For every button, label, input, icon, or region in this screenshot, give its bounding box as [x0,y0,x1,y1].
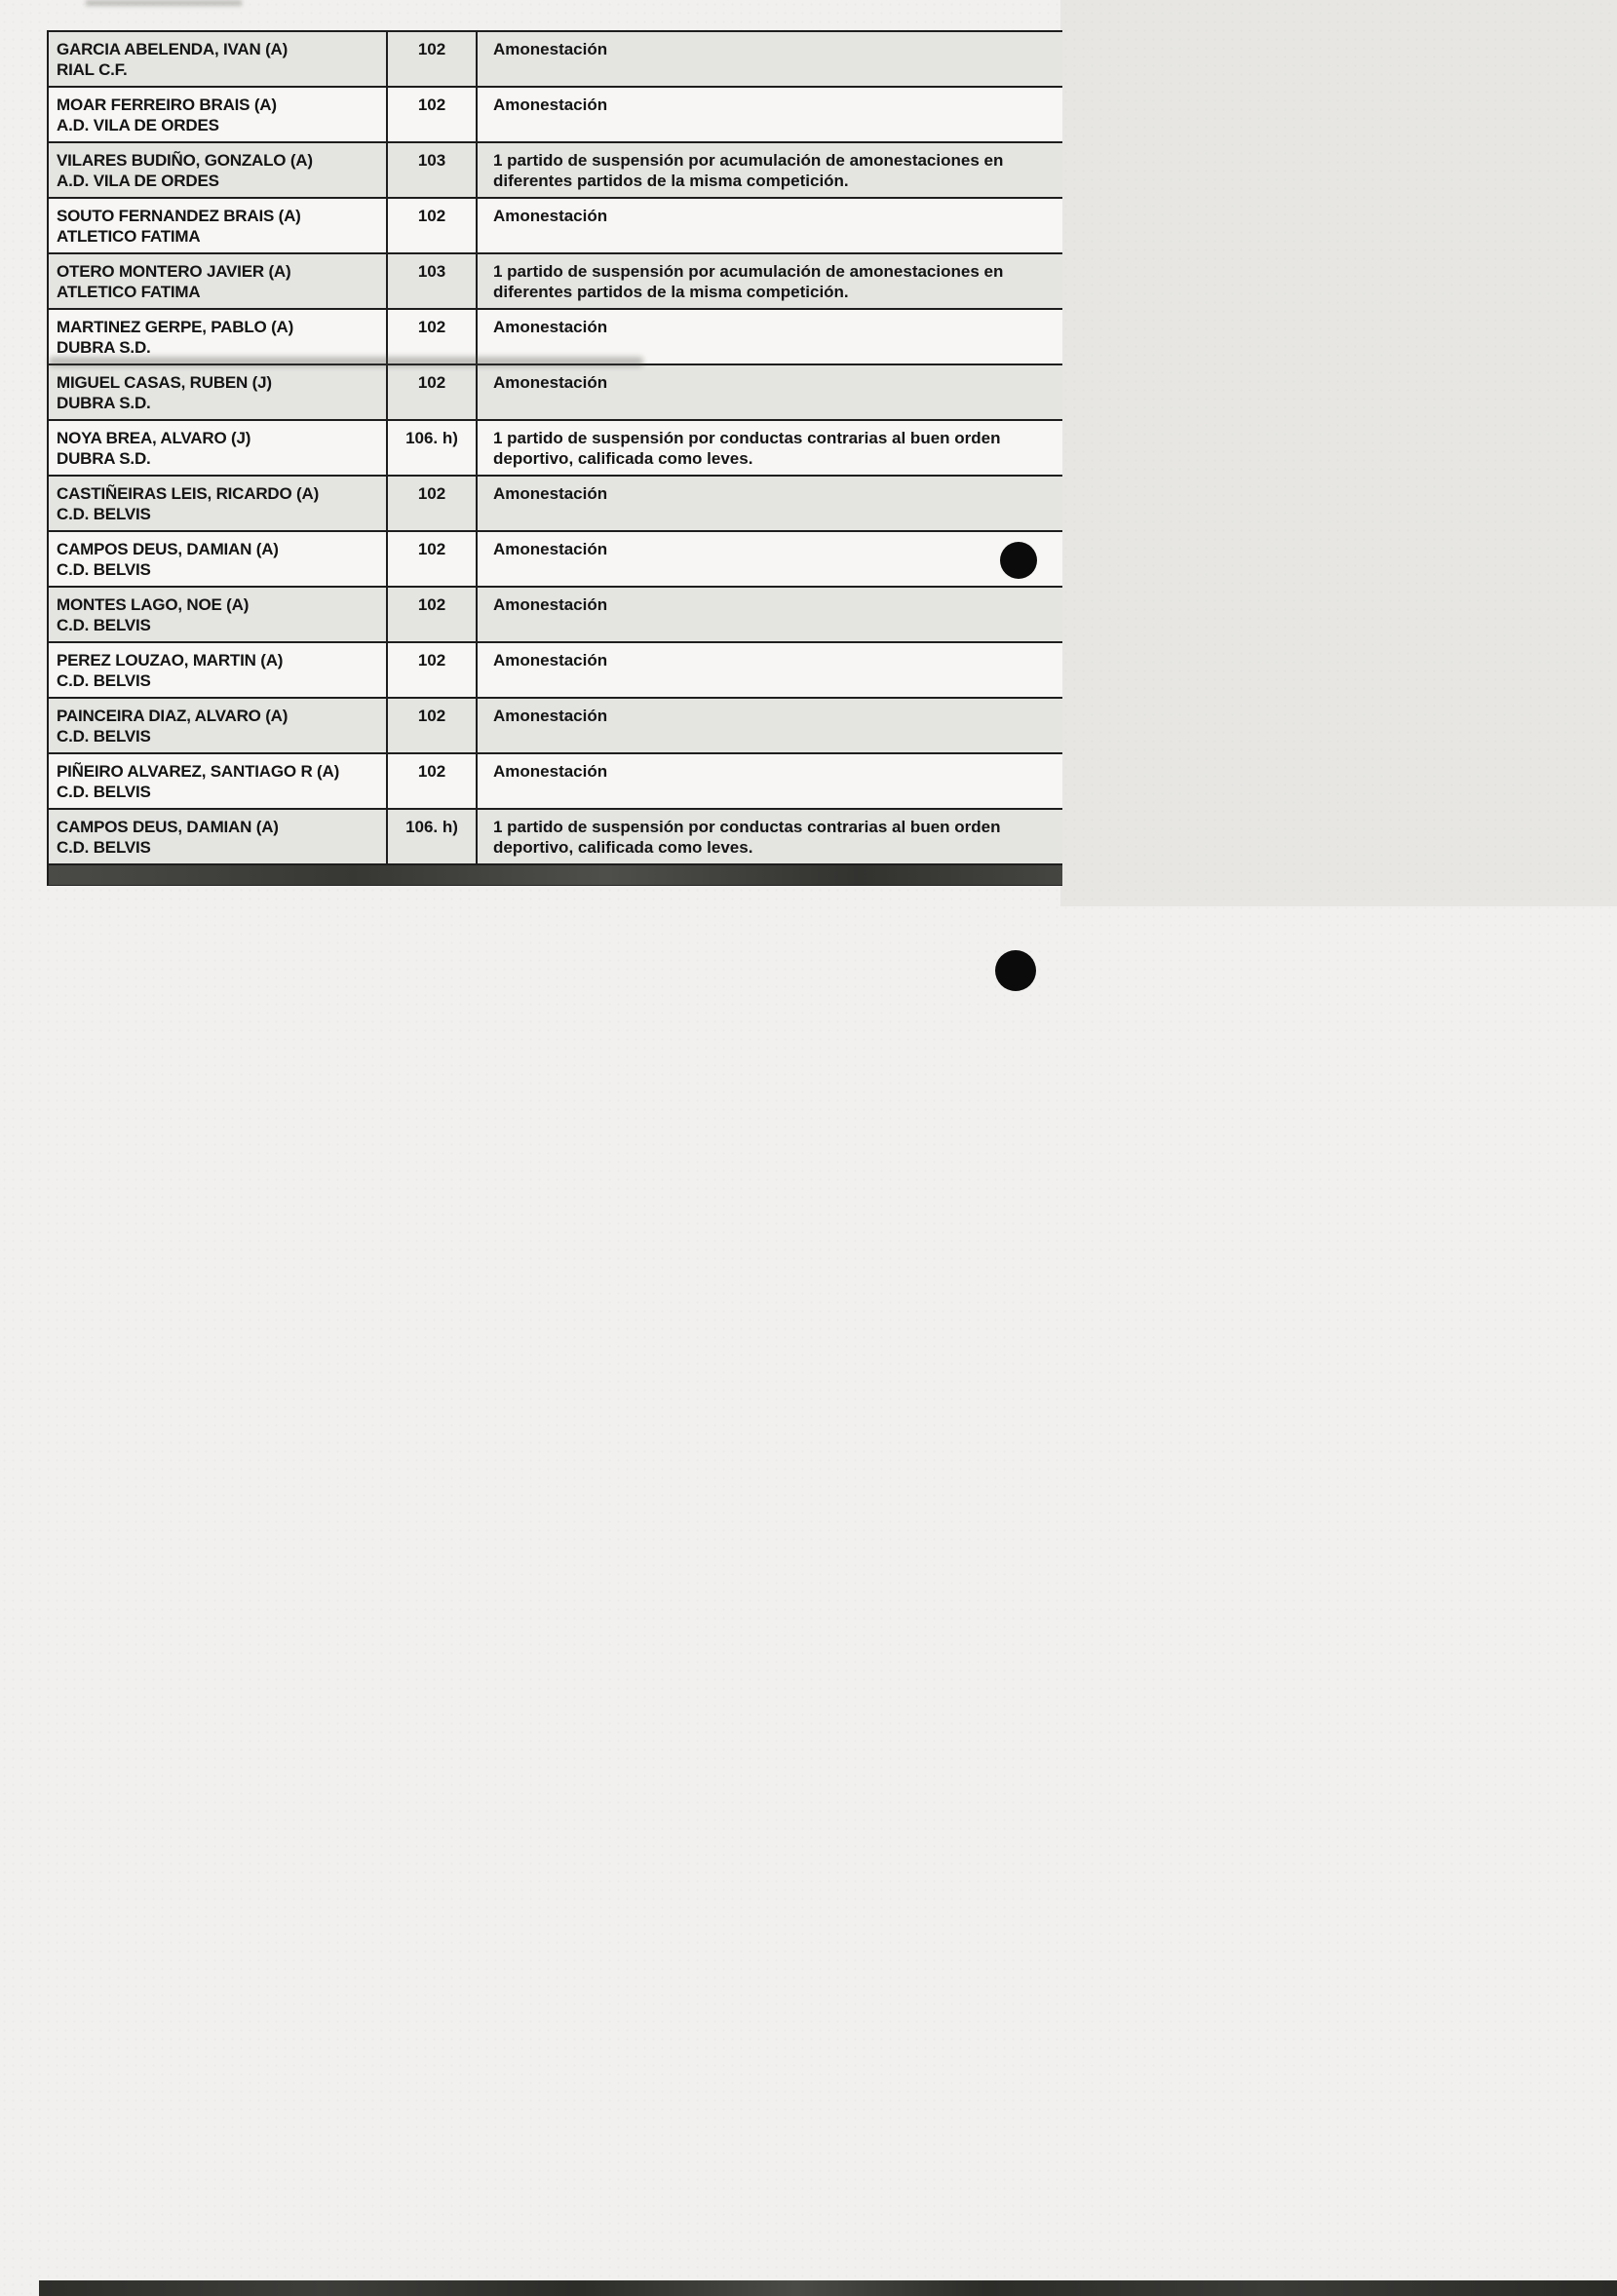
article-number: 102 [388,532,478,586]
table-row [49,477,1062,532]
player-cell [49,199,388,252]
player-cell [49,532,388,586]
scan-smudge-artifact [86,0,242,6]
club-name: ATLETICO FATIMA [57,283,201,301]
player-name: GARCIA ABELENDA, IVAN (A) [57,40,289,58]
sanction-text: Amonestación [493,484,608,503]
page-bottom-edge [39,2280,1617,2296]
scan-smear-artifact [49,357,643,366]
club-name: C.D. BELVIS [57,560,151,579]
article-number: 106. h) [388,421,478,475]
player-cell [49,754,388,808]
table-row [49,754,1062,810]
player-name: CAMPOS DEUS, DAMIAN (A) [57,818,279,836]
club-name: DUBRA S.D. [57,338,151,357]
sanctions-table [47,30,1062,886]
sanction-text: Amonestación [493,318,608,336]
sanction-text: Amonestación [493,207,608,225]
table-row [49,532,1062,588]
player-name: VILARES BUDIÑO, GONZALO (A) [57,151,313,170]
player-name: NOYA BREA, ALVARO (J) [57,429,251,447]
sanction-text: Amonestación [493,540,608,558]
player-name: PAINCEIRA DIAZ, ALVARO (A) [57,707,289,725]
article-number: 106. h) [388,810,478,863]
sanction-text: 1 partido de suspensión por acumulación de amonestaciones en diferentes partidos de la misma competición. [493,151,1004,190]
table-row [49,365,1062,421]
article-number: 103 [388,254,478,308]
sanction-text: Amonestación [493,96,608,114]
club-name: C.D. BELVIS [57,838,151,857]
article-number: 102 [388,699,478,752]
table-row [49,810,1062,865]
player-name: SOUTO FERNANDEZ BRAIS (A) [57,207,301,225]
sanction-text: Amonestación [493,595,608,614]
scan-shading-artifact [1060,0,1617,906]
player-name: MARTINEZ GERPE, PABLO (A) [57,318,294,336]
sanctions-table-body [49,32,1062,865]
article-number: 102 [388,199,478,252]
table-row [49,254,1062,310]
hole-punch-mark [1000,542,1037,579]
player-cell [49,365,388,419]
table-row [49,588,1062,643]
hole-punch-mark [995,950,1036,991]
player-name: MOAR FERREIRO BRAIS (A) [57,96,277,114]
sanction-text: 1 partido de suspensión por acumulación de amonestaciones en diferentes partidos de la misma competición. [493,262,1004,301]
club-name: C.D. BELVIS [57,727,151,746]
table-row [49,421,1062,477]
article-number: 103 [388,143,478,197]
player-cell [49,143,388,197]
player-name: OTERO MONTERO JAVIER (A) [57,262,291,281]
table-row [49,88,1062,143]
club-name: C.D. BELVIS [57,783,151,801]
article-number: 102 [388,88,478,141]
sanction-text: Amonestación [493,762,608,781]
article-number: 102 [388,588,478,641]
club-name: C.D. BELVIS [57,616,151,634]
article-number: 102 [388,365,478,419]
club-name: C.D. BELVIS [57,671,151,690]
sanction-text: 1 partido de suspensión por conductas contrarias al buen orden deportivo, calificada como leves. [493,429,1001,468]
club-name: A.D. VILA DE ORDES [57,116,219,134]
player-cell [49,254,388,308]
article-number: 102 [388,310,478,364]
player-cell [49,588,388,641]
table-row [49,143,1062,199]
player-cell [49,88,388,141]
article-number: 102 [388,32,478,86]
table-row [49,32,1062,88]
club-name: ATLETICO FATIMA [57,227,201,246]
player-cell [49,477,388,530]
sanction-text: Amonestación [493,40,608,58]
table-row [49,699,1062,754]
article-number: 102 [388,643,478,697]
player-name: PEREZ LOUZAO, MARTIN (A) [57,651,284,670]
player-cell [49,699,388,752]
article-number: 102 [388,754,478,808]
table-row [49,199,1062,254]
club-name: DUBRA S.D. [57,394,151,412]
table-bottom-shadow [49,865,1062,886]
club-name: DUBRA S.D. [57,449,151,468]
player-name: PIÑEIRO ALVAREZ, SANTIAGO R (A) [57,762,340,781]
player-cell [49,32,388,86]
player-name: MIGUEL CASAS, RUBEN (J) [57,373,272,392]
player-name: CAMPOS DEUS, DAMIAN (A) [57,540,279,558]
player-cell [49,810,388,863]
article-number: 102 [388,477,478,530]
sanction-text: Amonestación [493,651,608,670]
club-name: A.D. VILA DE ORDES [57,172,219,190]
player-cell [49,421,388,475]
club-name: C.D. BELVIS [57,505,151,523]
table-row [49,643,1062,699]
club-name: RIAL C.F. [57,60,128,79]
sanction-text: Amonestación [493,707,608,725]
player-name: CASTIÑEIRAS LEIS, RICARDO (A) [57,484,320,503]
sanction-text: Amonestación [493,373,608,392]
sanction-text: 1 partido de suspensión por conductas contrarias al buen orden deportivo, calificada como leves. [493,818,1001,857]
player-name: MONTES LAGO, NOE (A) [57,595,250,614]
player-cell [49,310,388,364]
player-cell [49,643,388,697]
